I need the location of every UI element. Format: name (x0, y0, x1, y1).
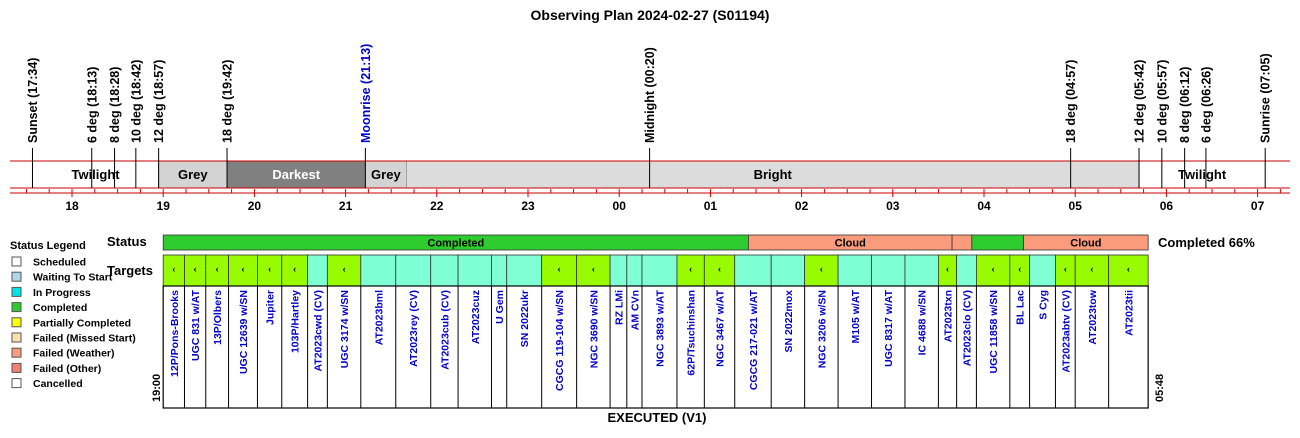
target-name: 62P/Tsuchinshan (685, 290, 698, 376)
axis-tick-label: 21 (338, 199, 353, 213)
event-label: 10 deg (05:57) (1155, 59, 1170, 143)
target-block (308, 255, 328, 286)
status-row-label: Status (107, 234, 147, 249)
target-name: CGCG 119-104 w/SN (554, 290, 567, 391)
chart-title: Observing Plan 2024-02-27 (S01194) (530, 7, 770, 23)
event-label: 10 deg (18:42) (129, 59, 144, 143)
target-marker-icon: ‹ (172, 264, 176, 274)
axis-tick-label: 18 (65, 199, 79, 213)
target-marker-icon: ‹ (557, 264, 561, 274)
target-block (642, 255, 677, 286)
target-name: AT2023clo (CV) (961, 290, 974, 367)
event-label: Moonrise (21:13) (358, 43, 373, 143)
sky-period-label: Twilight (71, 167, 120, 182)
target-names-panel (163, 286, 1148, 408)
target-name: UGC 8317 w/AT (883, 290, 896, 367)
axis-tick-label: 06 (1159, 199, 1174, 213)
target-marker-icon: ‹ (1126, 264, 1130, 274)
target-marker-icon: ‹ (241, 264, 245, 274)
target-name: 13P/Olbers (212, 290, 225, 345)
target-name: 103P/Hartley (289, 290, 302, 354)
target-block (361, 255, 396, 286)
target-marker-icon: ‹ (293, 264, 297, 274)
event-label: Sunrise (07:05) (1258, 53, 1273, 143)
legend-title: Status Legend (10, 240, 86, 252)
targets-row-label: Targets (107, 263, 153, 278)
legend-swatch (12, 333, 21, 342)
target-name: AT2023cuz (469, 290, 482, 345)
target-block (507, 255, 542, 286)
legend-item-label: Scheduled (33, 256, 87, 269)
axis-tick-label: 00 (612, 199, 626, 213)
target-name: AT2023tii (1123, 290, 1136, 336)
target-block (957, 255, 977, 286)
target-name: AT2023cub (CV) (439, 290, 452, 370)
event-label: Midnight (00:20) (643, 47, 658, 143)
target-name: M105 w/AT (849, 290, 862, 344)
target-name: SN 2022ukr (519, 290, 532, 348)
target-block (492, 255, 507, 286)
event-label: 6 deg (06:26) (1199, 66, 1214, 143)
target-marker-icon: ‹ (342, 264, 346, 274)
target-marker-icon: ‹ (1063, 264, 1067, 274)
target-name: AT2023tow (1086, 290, 1099, 345)
target-block (905, 255, 938, 286)
target-name: UGC 12639 w/SN (238, 290, 250, 375)
legend-swatch (12, 348, 21, 357)
target-name: Jupiter (264, 290, 277, 326)
target-name: 12P/Pons-Brooks (168, 290, 181, 377)
target-name: AT2023abtv (CV) (1060, 290, 1073, 373)
event-label: 6 deg (18:13) (85, 66, 100, 143)
target-name: AT2023bml (373, 290, 386, 346)
status-block-label: Cloud (1070, 237, 1102, 250)
target-block (735, 255, 771, 286)
sky-period-label: Darkest (272, 167, 321, 182)
target-block (872, 255, 905, 286)
axis-tick-label: 07 (1250, 199, 1265, 213)
status-block-label: Cloud (834, 237, 866, 250)
target-marker-icon: ‹ (689, 264, 693, 274)
event-label: 12 deg (18:57) (152, 59, 167, 143)
status-row (163, 235, 1148, 250)
event-label: 8 deg (18:28) (108, 66, 123, 143)
target-marker-icon: ‹ (268, 264, 272, 274)
event-label: 18 deg (19:42) (220, 59, 235, 143)
target-name: AM CVn (629, 290, 642, 331)
end-time-label: 05:48 (1154, 373, 1166, 402)
target-block (396, 255, 431, 286)
legend-swatch (12, 303, 21, 312)
axis-tick-label: 03 (886, 199, 900, 213)
legend-item-label: Cancelled (33, 378, 83, 391)
target-name: SN 2022mox (782, 290, 795, 353)
target-marker-icon: ‹ (946, 264, 950, 274)
target-name: NGC 3690 w/SN (588, 290, 601, 369)
legend-item-label: Failed (Missed Start) (33, 332, 136, 345)
legend-swatch (12, 363, 21, 372)
axis-tick-label: 04 (977, 199, 991, 213)
legend-item-label: Failed (Weather) (33, 347, 115, 360)
target-name: S Cyg (1037, 290, 1050, 320)
target-block (771, 255, 804, 286)
legend-item-label: Waiting To Start (33, 271, 113, 284)
target-block (627, 255, 642, 286)
sky-period-label: Twilight (1178, 167, 1227, 182)
target-block (1030, 255, 1056, 286)
target-marker-icon: ‹ (591, 264, 595, 274)
sky-period-label: Grey (178, 167, 208, 182)
target-marker-icon: ‹ (819, 264, 823, 274)
event-label: 8 deg (06:12) (1178, 66, 1193, 143)
legend-item-label: Partially Completed (33, 317, 132, 330)
target-marker-icon: ‹ (1090, 264, 1094, 274)
target-name: NGC 3893 w/AT (654, 290, 667, 367)
legend-swatch (12, 318, 21, 327)
footer-label: EXECUTED (V1) (607, 410, 707, 425)
legend-swatch (12, 257, 21, 266)
target-name: RZ LMi (613, 290, 626, 325)
target-marker-icon: ‹ (1018, 264, 1022, 274)
axis-tick-label: 19 (156, 199, 170, 213)
target-name: NGC 3206 w/SN (816, 290, 829, 369)
axis-tick-label: 01 (703, 199, 718, 213)
status-block-label: Completed (427, 237, 485, 250)
hour-axis (10, 189, 1290, 213)
target-name: BL Lac (1014, 290, 1027, 325)
sky-period-label: Grey (371, 167, 401, 182)
legend-item-label: In Progress (33, 286, 91, 299)
sky-period-label: Bright (753, 167, 792, 182)
target-name: NGC 3467 w/AT (714, 290, 727, 367)
status-block-cloud (952, 235, 972, 250)
target-name: U Gem (494, 290, 507, 324)
target-name: UGC 831 w/AT (190, 290, 203, 361)
legend-item-label: Completed (33, 302, 88, 315)
target-block (610, 255, 627, 286)
targets-row (163, 255, 1148, 286)
legend-swatch (12, 287, 21, 296)
target-name: CGCG 217-021 w/AT (747, 290, 760, 391)
target-block (458, 255, 491, 286)
legend-swatch (12, 272, 21, 281)
target-name: AT2023txn (942, 290, 955, 343)
event-label: 18 deg (04:57) (1064, 59, 1079, 143)
target-marker-icon: ‹ (991, 264, 995, 274)
target-name: UGC 3174 w/SN (339, 290, 352, 369)
completion-text: Completed 66% (1158, 235, 1255, 250)
target-marker-icon: ‹ (215, 264, 219, 274)
legend-swatch (12, 379, 21, 388)
target-block (431, 255, 458, 286)
axis-tick-label: 05 (1068, 199, 1082, 213)
target-name: UGC 11858 w/SN (988, 290, 1001, 374)
axis-tick-label: 20 (247, 199, 262, 213)
target-name: IC 4688 w/SN (916, 290, 929, 356)
legend-item-label: Failed (Other) (33, 362, 102, 375)
target-block (838, 255, 871, 286)
target-marker-icon: ‹ (718, 264, 722, 274)
axis-tick-label: 22 (430, 199, 444, 213)
start-time-label: 19:00 (151, 373, 163, 402)
status-block-completed (972, 235, 1024, 250)
event-label: 12 deg (05:42) (1132, 59, 1147, 143)
axis-tick-label: 23 (521, 199, 535, 213)
axis-tick-label: 02 (794, 199, 809, 213)
event-label: Sunset (17:34) (25, 57, 40, 143)
target-name: AT2023cwd (CV) (312, 290, 325, 372)
target-marker-icon: ‹ (193, 264, 197, 274)
target-name: AT2023rey (CV) (408, 290, 421, 367)
